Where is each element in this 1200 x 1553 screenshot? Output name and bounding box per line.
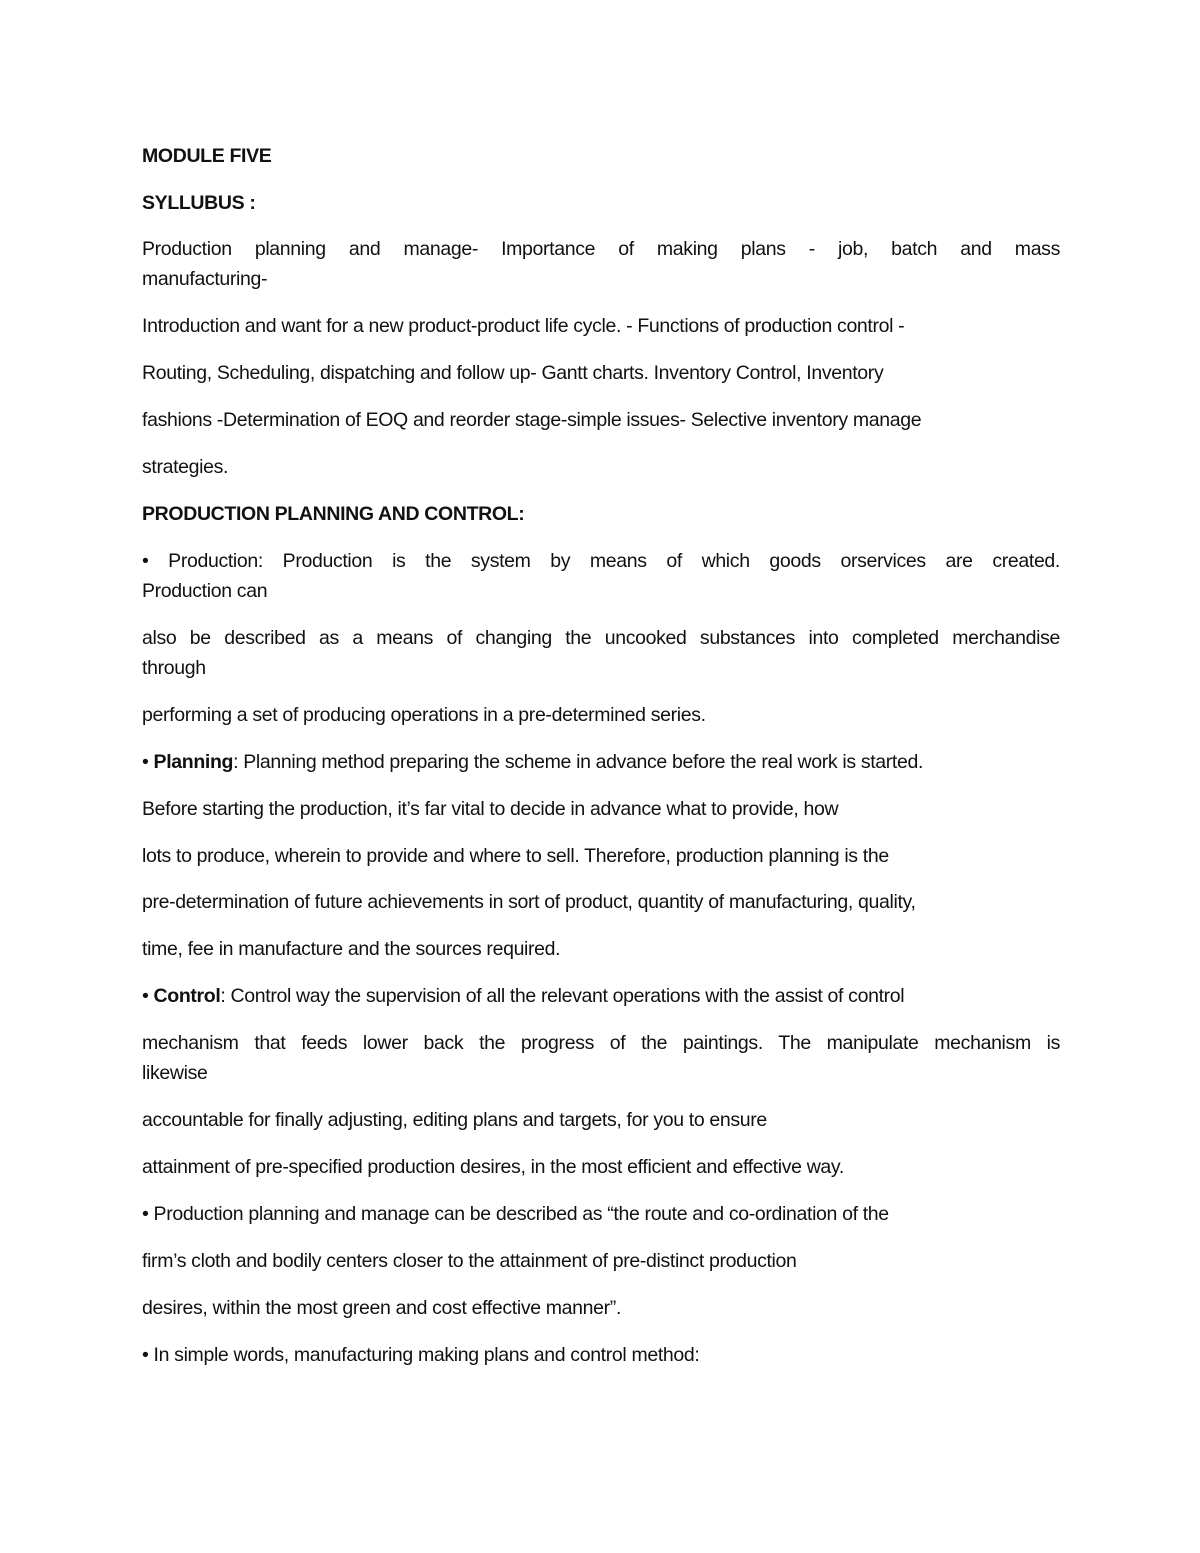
control-term: Control bbox=[153, 985, 221, 1007]
control-definition: : Control way the supervision of all the relevant operations with the assist of control bbox=[220, 985, 905, 1007]
production-line-2: also be described as a means of changing the uncooked substances into completed merchandise bbox=[142, 627, 1060, 649]
syllabus-heading: SYLLUBUS : bbox=[142, 192, 256, 214]
syllabus-line-3: Routing, Scheduling, dispatching and follow up- Gantt charts. Inventory Control, Inventory bbox=[142, 362, 884, 384]
planning-line-1 bbox=[142, 747, 1060, 777]
syllabus-line-1: Production planning and manage- Importance of making plans - job, batch and mass bbox=[142, 238, 1060, 260]
planning-line-5: time, fee in manufacture and the sources required. bbox=[142, 938, 561, 960]
definition-line-1: • Production planning and manage can be described as “the route and co-ordination of the bbox=[142, 1203, 889, 1225]
module-title: MODULE FIVE bbox=[142, 145, 272, 167]
production-line-1: • Production: Production is the system by means of which goods orservices are created. bbox=[142, 550, 1060, 572]
syllabus-line-5: strategies. bbox=[142, 456, 229, 478]
control-line-4: attainment of pre-specified production desires, in the most efficient and effective way. bbox=[142, 1156, 844, 1178]
planning-term: Planning bbox=[153, 751, 234, 773]
control-line-2b: likewise bbox=[142, 1062, 208, 1084]
syllabus-line-1b: manufacturing- bbox=[142, 268, 268, 290]
planning-definition: : Planning method preparing the scheme in advance before the real work is started. bbox=[233, 751, 924, 773]
control-line-3: accountable for finally adjusting, editing plans and targets, for you to ensure bbox=[142, 1109, 767, 1131]
control-line-1 bbox=[142, 981, 1060, 1011]
planning-bullet: • bbox=[142, 751, 154, 773]
production-line-2b: through bbox=[142, 657, 206, 679]
control-line-2: mechanism that feeds lower back the progress of the paintings. The manipulate mechanism is bbox=[142, 1032, 1060, 1054]
planning-line-2: Before starting the production, it’s far vital to decide in advance what to provide, how bbox=[142, 798, 839, 820]
production-line-1b: Production can bbox=[142, 580, 268, 602]
control-bullet: • bbox=[142, 985, 154, 1007]
production-line-3: performing a set of producing operations in a pre-determined series. bbox=[142, 704, 706, 726]
ppc-heading: PRODUCTION PLANNING AND CONTROL: bbox=[142, 503, 525, 525]
planning-line-4: pre-determination of future achievements in sort of product, quantity of manufacturing, quality, bbox=[142, 891, 916, 913]
syllabus-line-2: Introduction and want for a new product-product life cycle. - Functions of production control - bbox=[142, 315, 905, 337]
syllabus-line-4: fashions -Determination of EOQ and reorder stage-simple issues- Selective inventory manage bbox=[142, 409, 922, 431]
definition-line-2: firm’s cloth and bodily centers closer to the attainment of pre-distinct production bbox=[142, 1250, 797, 1272]
simple-words-line: • In simple words, manufacturing making plans and control method: bbox=[142, 1344, 700, 1366]
definition-line-3: desires, within the most green and cost effective manner”. bbox=[142, 1297, 622, 1319]
planning-line-3: lots to produce, wherein to provide and where to sell. Therefore, production planning is the bbox=[142, 845, 889, 867]
